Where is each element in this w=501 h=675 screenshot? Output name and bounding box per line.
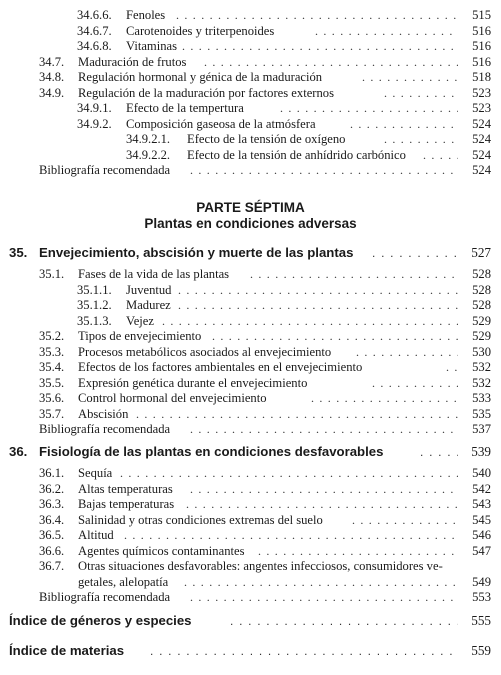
entry-number: 35.4.: [39, 360, 65, 374]
chapter-page: 527: [471, 245, 491, 260]
entry-page: 515: [472, 8, 491, 22]
entry-page: 546: [472, 528, 491, 542]
entry-page: 516: [472, 39, 491, 53]
entry-number: 35.1.3.: [77, 314, 112, 328]
entry-number: 35.3.: [39, 345, 65, 359]
entry-number: 34.9.2.: [77, 117, 112, 131]
entry-title: Altitud: [78, 528, 114, 542]
entry-page: 528: [472, 298, 491, 312]
entry-page: 528: [472, 283, 491, 297]
entry-number: 34.8.: [39, 70, 65, 84]
entry-page: 535: [472, 407, 491, 421]
entry-number: 36.4.: [39, 513, 65, 527]
index-page: 555: [471, 613, 491, 628]
entry-number: 34.6.8.: [77, 39, 112, 53]
entry-number: 36.2.: [39, 482, 65, 496]
index-entry: [0, 612, 501, 630]
entry-page: 524: [472, 163, 491, 177]
entry-title: Bibliografía recomendada: [39, 422, 171, 436]
entry-number: 35.6.: [39, 391, 65, 405]
chapter-number: 35.: [9, 245, 28, 260]
leader-dots: [150, 642, 458, 660]
index-entry: [0, 642, 501, 660]
entry-title: Salinidad y otras condiciones extremas del suelo: [78, 513, 323, 527]
entry-title: Fenoles: [126, 8, 166, 22]
entry-number: 36.3.: [39, 497, 65, 511]
leader-dots: [190, 161, 458, 179]
entry-number: 36.7.: [39, 559, 65, 573]
toc-entry: [0, 161, 501, 179]
entry-page: 524: [472, 117, 491, 131]
entry-page: 543: [472, 497, 491, 511]
entry-page: 549: [472, 575, 491, 589]
chapter-page: 539: [471, 444, 491, 459]
entry-title: Tipos de envejecimiento: [78, 329, 202, 343]
entry-title: Regulación de la maduración por factores externos: [78, 86, 334, 100]
entry-title: Efecto de la tempertura: [126, 101, 244, 115]
entry-page: 532: [472, 376, 491, 390]
chapter-title: Envejecimiento, abscisión y muerte de las plantas: [39, 245, 354, 260]
leader-dots: [230, 612, 458, 630]
entry-title: Bibliografía recomendada: [39, 590, 171, 604]
entry-page: 545: [472, 513, 491, 527]
entry-title: Control hormonal del envejecimiento: [78, 391, 267, 405]
entry-title: Composición gaseosa de la atmósfera: [126, 117, 316, 131]
entry-page: 553: [472, 590, 491, 604]
toc-entry: [0, 420, 501, 438]
entry-number: 36.6.: [39, 544, 65, 558]
entry-page: 547: [472, 544, 491, 558]
entry-title: Vejez: [126, 314, 154, 328]
entry-page: 518: [472, 70, 491, 84]
chapter-heading: [0, 244, 501, 262]
entry-number: 34.9.1.: [77, 101, 112, 115]
chapter-heading: [0, 443, 501, 461]
entry-page: 523: [472, 101, 491, 115]
entry-page: 540: [472, 466, 491, 480]
entry-page: 533: [472, 391, 491, 405]
entry-page: 530: [472, 345, 491, 359]
entry-title: Abscisión: [78, 407, 129, 421]
entry-number: 35.1.1.: [77, 283, 112, 297]
index-title: Índice de materias: [9, 643, 125, 658]
leader-dots: [420, 443, 458, 461]
entry-title: Bibliografía recomendada: [39, 163, 171, 177]
entry-number: 34.9.: [39, 86, 65, 100]
entry-number: 35.5.: [39, 376, 65, 390]
leader-dots: [372, 244, 458, 262]
entry-title: Fases de la vida de las plantas: [78, 267, 230, 281]
entry-number: 34.6.7.: [77, 24, 112, 38]
entry-number: 36.5.: [39, 528, 65, 542]
leader-dots: [190, 588, 458, 606]
entry-page: 528: [472, 267, 491, 281]
entry-number: 34.9.2.2.: [126, 148, 171, 162]
entry-number: 36.1.: [39, 466, 65, 480]
entry-title: Sequía: [78, 466, 113, 480]
entry-page: 537: [472, 422, 491, 436]
entry-number: 35.1.: [39, 267, 65, 281]
entry-page: 516: [472, 24, 491, 38]
entry-number: 35.2.: [39, 329, 65, 343]
entry-title: Madurez: [126, 298, 171, 312]
leader-dots: [190, 420, 458, 438]
entry-title: getales, alelopatía: [78, 575, 169, 589]
entry-page: 524: [472, 132, 491, 146]
entry-number: 35.7.: [39, 407, 65, 421]
entry-title: Procesos metabólicos asociados al envejecimiento: [78, 345, 332, 359]
entry-title: Efectos de los factores ambientales en el envejecimiento: [78, 360, 363, 374]
entry-page: 532: [472, 360, 491, 374]
entry-page: 524: [472, 148, 491, 162]
entry-page: 529: [472, 329, 491, 343]
chapter-title: Fisiología de las plantas en condiciones desfavorables: [39, 444, 384, 459]
entry-title: Maduración de frutos: [78, 55, 187, 69]
entry-title: Vitaminas: [126, 39, 178, 53]
entry-title: Altas temperaturas: [78, 482, 173, 496]
entry-title: Bajas temperaturas: [78, 497, 175, 511]
entry-number: 35.1.2.: [77, 298, 112, 312]
index-title: Índice de géneros y especies: [9, 613, 192, 628]
part-subtitle: Plantas en condiciones adversas: [144, 216, 357, 231]
chapter-number: 36.: [9, 444, 28, 459]
entry-title: Carotenoides y triterpenoides: [126, 24, 275, 38]
entry-number: 34.7.: [39, 55, 65, 69]
entry-page: 516: [472, 55, 491, 69]
entry-page: 542: [472, 482, 491, 496]
entry-title: Efecto de la tensión de anhídrido carbónico: [187, 148, 406, 162]
entry-title: Regulación hormonal y génica de la maduración: [78, 70, 323, 84]
toc-entry: [0, 588, 501, 606]
index-page: 559: [471, 643, 491, 658]
entry-page: 523: [472, 86, 491, 100]
entry-number: 34.6.6.: [77, 8, 112, 22]
entry-number: 34.9.2.1.: [126, 132, 171, 146]
entry-title: Expresión genética durante el envejecimiento: [78, 376, 308, 390]
entry-page: 529: [472, 314, 491, 328]
entry-title: Juventud: [126, 283, 172, 297]
entry-title: Agentes químicos contaminantes: [78, 544, 245, 558]
entry-title: Efecto de la tensión de oxígeno: [187, 132, 346, 146]
entry-title: Otras situaciones desfavorables: angentes infecciosos, consumidores ve-: [78, 559, 443, 573]
part-heading: PARTE SÉPTIMA: [196, 200, 305, 215]
